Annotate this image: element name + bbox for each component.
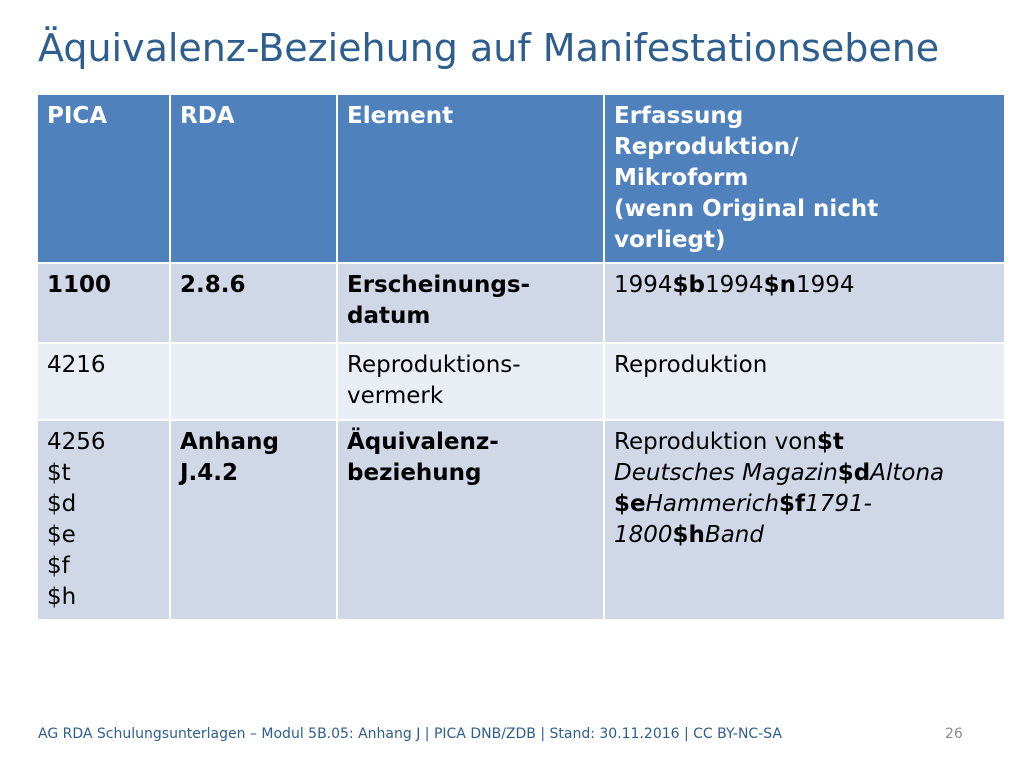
erfassung-text: Reproduktion von xyxy=(614,429,817,455)
cell-element xyxy=(337,420,604,620)
page-number: 26 xyxy=(945,726,963,742)
element-line: beziehung xyxy=(347,460,482,486)
erfassung-text: 1994 xyxy=(795,272,855,298)
slide-title: Äquivalenz-Beziehung auf Manifestationsebene xyxy=(38,26,940,70)
pica-subfield: $h xyxy=(47,584,77,610)
header-pica xyxy=(37,94,170,263)
equivalence-table xyxy=(36,93,1006,621)
subfield-code: $h xyxy=(672,522,705,548)
pica-code: 4216 xyxy=(47,352,106,378)
cell-element xyxy=(337,343,604,420)
subfield-code: $n xyxy=(763,272,796,298)
erfassung-text: Reproduktion xyxy=(614,352,768,378)
cell-element xyxy=(337,263,604,343)
cell-erfassung xyxy=(604,263,1005,343)
erfassung-text: 1994 xyxy=(614,272,673,298)
table-row xyxy=(37,343,1005,420)
cell-pica xyxy=(37,420,170,620)
erfassung-text: Altona xyxy=(870,460,945,486)
header-erfassung-line: (wenn Original nicht xyxy=(614,196,879,222)
element-line: Erscheinungs- xyxy=(347,272,531,298)
subfield-code: $e xyxy=(614,491,646,517)
element-line: Äquivalenz- xyxy=(347,429,499,455)
subfield-code: $t xyxy=(816,429,844,455)
cell-pica xyxy=(37,263,170,343)
table-row xyxy=(37,420,1005,620)
erfassung-text: Band xyxy=(704,522,764,548)
cell-rda xyxy=(170,420,337,620)
erfassung-text: Deutsches Magazin xyxy=(614,460,838,486)
header-pica-label: PICA xyxy=(47,103,108,129)
rda-code: Anhang xyxy=(180,429,279,455)
cell-erfassung xyxy=(604,420,1005,620)
header-element xyxy=(337,94,604,263)
element-line: datum xyxy=(347,303,431,329)
erfassung-text: 1994 xyxy=(705,272,764,298)
header-erfassung xyxy=(604,94,1005,263)
erfassung-text: 1800 xyxy=(614,522,673,548)
element-line: vermerk xyxy=(347,383,444,409)
pica-code: 4256 xyxy=(47,429,106,455)
pica-subfield: $d xyxy=(47,491,77,517)
subfield-code: $d xyxy=(837,460,871,486)
table-row xyxy=(37,263,1005,343)
rda-code: J.4.2 xyxy=(180,460,239,486)
subfield-code: $b xyxy=(672,272,706,298)
header-element-label: Element xyxy=(347,103,454,129)
header-rda xyxy=(170,94,337,263)
rda-code: 2.8.6 xyxy=(180,272,246,298)
table-header-row xyxy=(37,94,1005,263)
element-line: Reproduktions- xyxy=(347,352,521,378)
cell-pica xyxy=(37,343,170,420)
header-erfassung-line: Erfassung xyxy=(614,103,744,129)
header-rda-label: RDA xyxy=(180,103,235,129)
pica-code: 1100 xyxy=(47,272,112,298)
pica-subfield: $e xyxy=(47,522,76,548)
footer-text: AG RDA Schulungsunterlagen – Modul 5B.05: Anhang J | PICA DNB/ZDB | Stand: 30.11.2016 | CC BY-NC-SA xyxy=(38,726,782,742)
pica-subfield: $f xyxy=(47,553,70,579)
pica-subfield: $t xyxy=(47,460,71,486)
header-erfassung-line: Mikroform xyxy=(614,165,749,191)
cell-rda xyxy=(170,263,337,343)
header-erfassung-line: Reproduktion/ xyxy=(614,134,799,160)
cell-rda xyxy=(170,343,337,420)
cell-erfassung xyxy=(604,343,1005,420)
erfassung-text: Hammerich xyxy=(645,491,780,517)
erfassung-text: 1791- xyxy=(805,491,872,517)
subfield-code: $f xyxy=(779,491,806,517)
header-erfassung-line: vorliegt) xyxy=(614,227,726,253)
